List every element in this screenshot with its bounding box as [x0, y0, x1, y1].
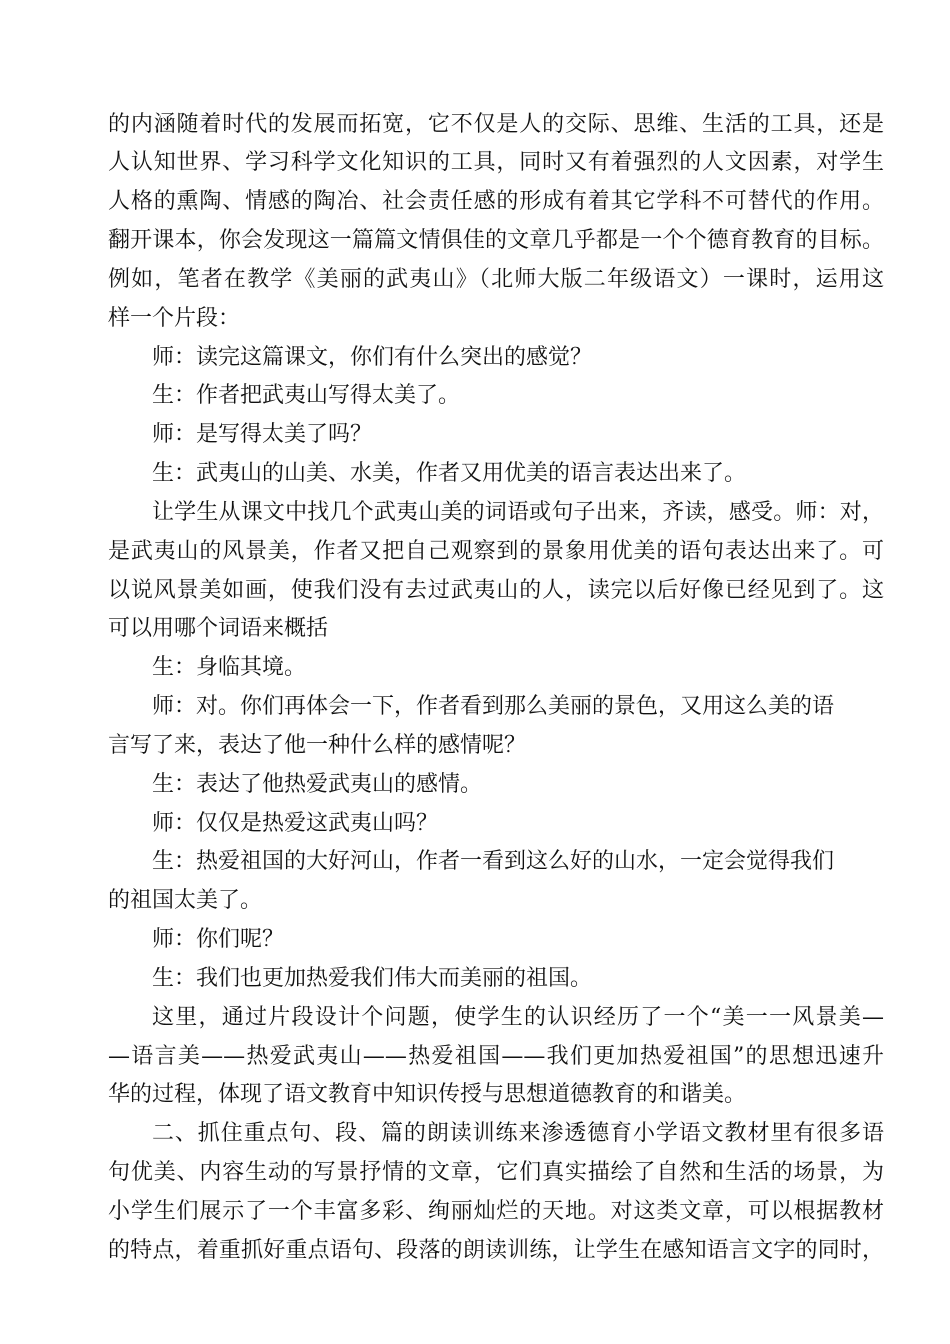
dialogue-line-8: 师：仅仅是热爱这武夷山吗？	[152, 811, 439, 836]
paragraph-line-16: 的特点，着重抓好重点语句、段落的朗读训练，让学生在感知语言文字的同时，	[108, 1238, 884, 1263]
dialogue-line-9: 生：热爱祖国的大好河山，作者一看到这么好的山水，一定会觉得我们	[152, 849, 835, 874]
dialogue-line-6-cont: 言写了来，表达了他一种什么样的感情呢？	[108, 733, 527, 758]
paragraph-line-9: 以说风景美如画，使我们没有去过武夷山的人，读完以后好像已经见到了。这	[108, 578, 884, 603]
paragraph-line-13: 华的过程，体现了语文教育中知识传授与思想道德教育的和谐美。	[108, 1082, 747, 1107]
paragraph-line-11: 这里，通过片段设计个问题，使学生的认识经历了一个“美一一风景美—	[152, 1005, 884, 1030]
paragraph-line-15: 小学生们展示了一个丰富多彩、绚丽灿烂的天地。对这类文章，可以根据教材	[108, 1199, 884, 1224]
paragraph-line-4: 翻开课本，你会发现这一篇篇文情俱佳的文章几乎都是一个个德育教育的目标。	[108, 228, 884, 253]
paragraph-line-6: 样一个片段：	[108, 306, 241, 331]
dialogue-line-2: 生：作者把武夷山写得太美了。	[152, 383, 461, 408]
dialogue-line-1: 师：读完这篇课文，你们有什么突出的感觉？	[152, 345, 593, 370]
paragraph-line-7: 让学生从课文中找几个武夷山美的词语或句子出来，齐读，感受。师：对，	[152, 500, 884, 525]
paragraph-line-12: —语言美——热爱武夷山——热爱祖国——我们更加热爱祖国”的思想迅速升	[108, 1044, 884, 1069]
paragraph-line-1: 的内涵随着时代的发展而拓宽，它不仅是人的交际、思维、生活的工具，还是	[108, 112, 884, 137]
section-heading-line: 二、抓住重点句、段、篇的朗读训练来渗透德育小学语文教材里有很多语	[152, 1121, 884, 1146]
dialogue-line-10: 师：你们呢？	[152, 927, 285, 952]
paragraph-line-14: 句优美、内容生动的写景抒情的文章，它们真实描绘了自然和生活的场景，为	[108, 1160, 884, 1185]
paragraph-line-3: 人格的熏陶、情感的陶冶、社会责任感的形成有着其它学科不可替代的作用。	[108, 189, 884, 214]
paragraph-line-10: 可以用哪个词语来概括	[108, 616, 329, 641]
dialogue-line-11: 生：我们也更加热爱我们伟大而美丽的祖国。	[152, 966, 593, 991]
dialogue-line-3: 师：是写得太美了吗？	[152, 422, 373, 447]
dialogue-line-6: 师：对。你们再体会一下，作者看到那么美丽的景色，又用这么美的语	[152, 694, 835, 719]
dialogue-line-9-cont: 的祖国太美了。	[108, 888, 263, 913]
paragraph-line-5: 例如，笔者在教学《美丽的武夷山》（北师大版二年级语文）一课时，运用这	[108, 267, 884, 292]
dialogue-line-4: 生：武夷山的山美、水美，作者又用优美的语言表达出来了。	[152, 461, 747, 486]
paragraph-line-2: 人认知世界、学习科学文化知识的工具，同时又有着强烈的人文因素，对学生	[108, 150, 884, 175]
paragraph-line-8: 是武夷山的风景美，作者又把自己观察到的景象用优美的语句表达出来了。可	[108, 539, 884, 564]
dialogue-line-5: 生：身临其境。	[152, 655, 307, 680]
dialogue-line-7: 生：表达了他热爱武夷山的感情。	[152, 772, 483, 797]
